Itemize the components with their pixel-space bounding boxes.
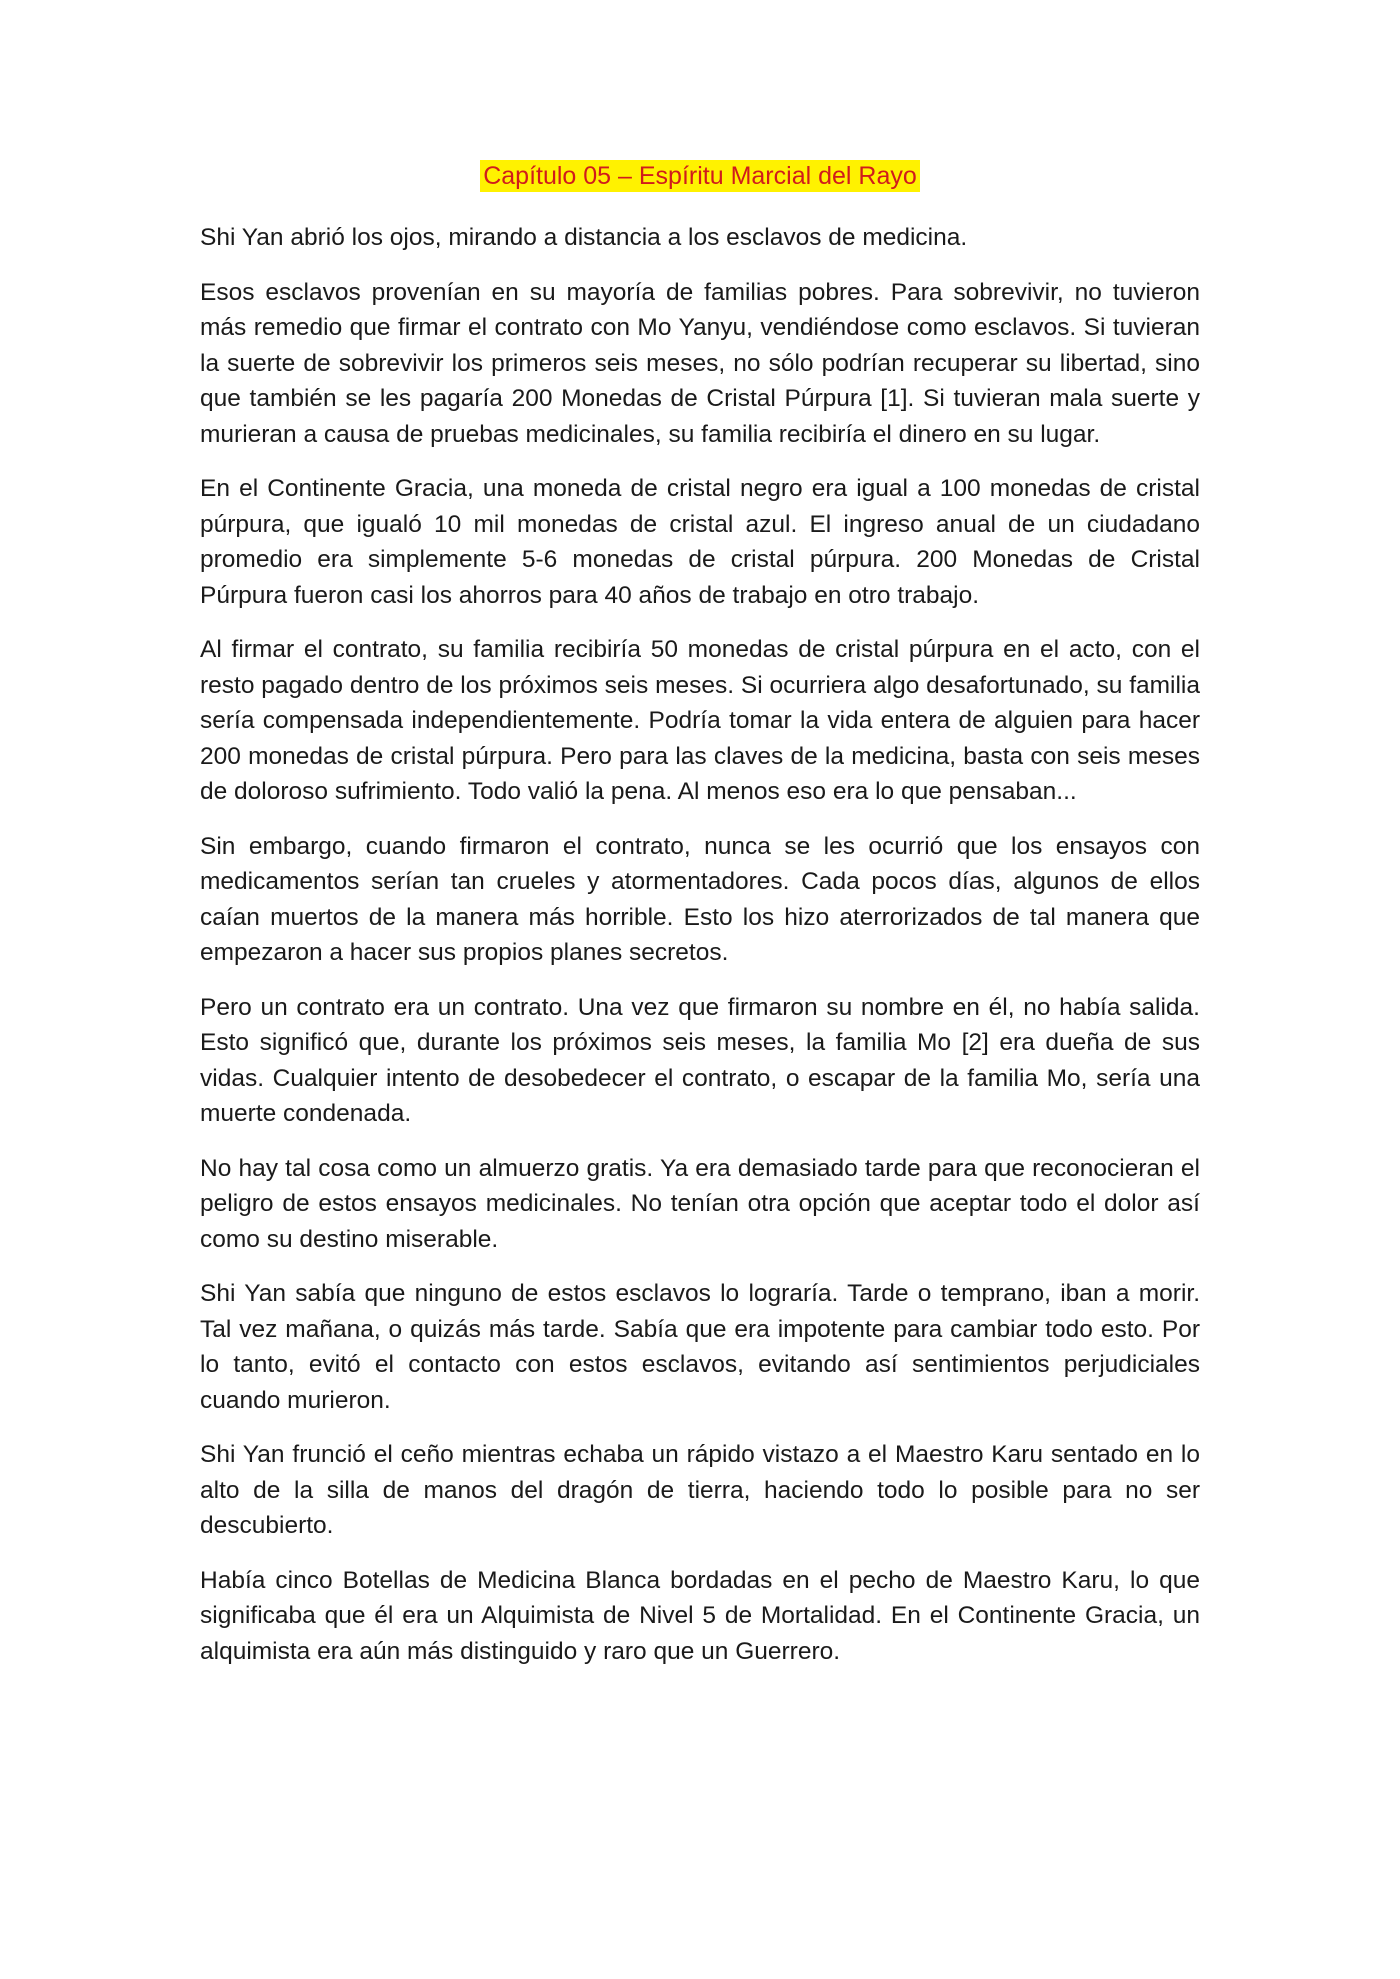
paragraph-10: Había cinco Botellas de Medicina Blanca bordadas en el pecho de Maestro Karu, lo que significaba que él era un Alquimista de Nivel 5 de Mortalidad. En el Continente Gracia, un alquimista era aún más distinguido y raro que un Guerrero. (200, 1566, 1200, 1665)
chapter-heading (200, 160, 1200, 198)
paragraph-9: Shi Yan frunció el ceño mientras echaba un rápido vistazo a el Maestro Karu sentado en lo alto de la silla de manos del dragón de tierra, haciendo todo lo posible para no ser descubierto. (200, 1441, 1200, 1539)
paragraph-3: En el Continente Gracia, una moneda de cristal negro era igual a 100 monedas de cristal púrpura, que igualó 10 mil monedas de cristal azul. El ingreso anual de un ciudadano promedio era simplemente 5-6 monedas de cristal púrpura. 200 Monedas de Cristal Púrpura fueron casi los ahorros para 40 años de trabajo en otro trabajo. (200, 475, 1200, 609)
paragraph-8: Shi Yan sabía que ninguno de estos esclavos lo lograría. Tarde o temprano, iban a morir. Tal vez mañana, o quizás más tarde. Sabía que era impotente para cambiar todo esto. Por lo tanto, evitó el contacto con estos esclavos, evitando así sentimientos perjudiciales cuando murieron. (200, 1280, 1200, 1414)
paragraph-4: Al firmar el contrato, su familia recibiría 50 monedas de cristal púrpura en el acto, con el resto pagado dentro de los próximos seis meses. Si ocurriera algo desafortunado, su familia sería compensada independientemente. Podría tomar la vida entera de alguien para hacer 200 monedas de cristal púrpura. Pero para las claves de la medicina, basta con seis meses de doloroso sufrimiento. Todo valió la pena. Al menos eso era lo que pensaban... (200, 636, 1200, 805)
paragraph-7: No hay tal cosa como un almuerzo gratis. Ya era demasiado tarde para que reconocieran el peligro de estos ensayos medicinales. No tenían otra opción que aceptar todo el dolor así como su destino miserable. (200, 1154, 1200, 1253)
paragraph-1: Shi Yan abrió los ojos, mirando a distancia a los esclavos de medicina. (200, 224, 968, 251)
paragraph-2: Esos esclavos provenían en su mayoría de familias pobres. Para sobrevivir, no tuvieron más remedio que firmar el contrato con Mo Yanyu, vendiéndose como esclavos. Si tuvieran la suerte de sobrevivir los primeros seis meses, no sólo podrían recuperar su libertad, sino que también se les pagaría 200 Monedas de Cristal Púrpura [1]. Si tuvieran mala suerte y murieran a causa de pruebas medicinales, su familia recibiría el dinero en su lugar. (200, 278, 1200, 448)
document-body (200, 160, 1200, 1688)
paragraph-5: Sin embargo, cuando firmaron el contrato, nunca se les ocurrió que los ensayos con medicamentos serían tan crueles y atormentadores. Cada pocos días, algunos de ellos caían muertos de la manera más horrible. Esto los hizo aterrorizados de tal manera que empezaron a hacer sus propios planes secretos. (200, 832, 1200, 966)
paragraph-6: Pero un contrato era un contrato. Una vez que firmaron su nombre en él, no había salida. Esto significó que, durante los próximos seis meses, la familia Mo [2] era dueña de sus vidas. Cualquier intento de desobedecer el contrato, o escapar de la familia Mo, sería una muerte condenada. (200, 993, 1200, 1127)
chapter-title: Capítulo 05 – Espíritu Marcial del Rayo (480, 160, 920, 192)
